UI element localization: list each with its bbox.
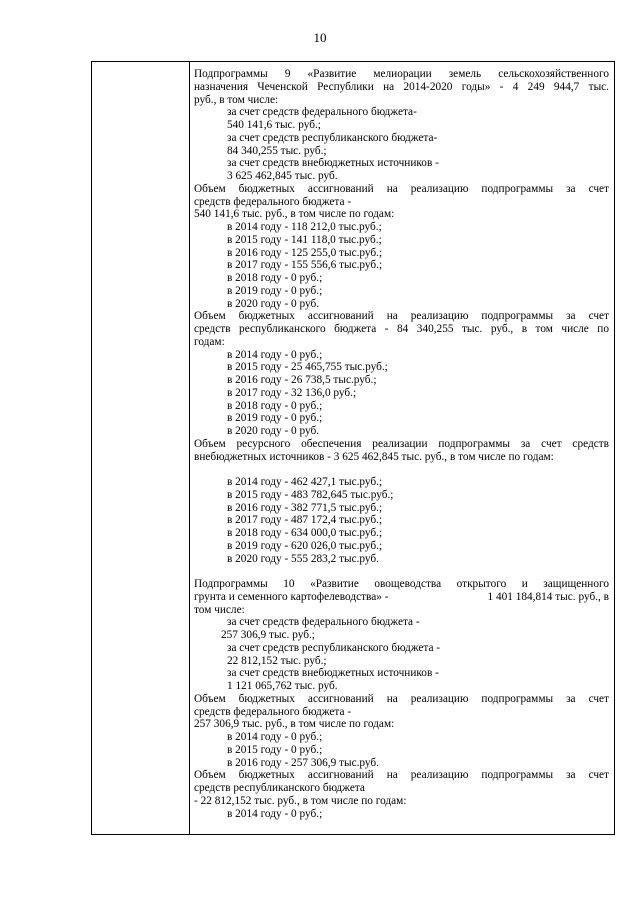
text-line: Объем бюджетных ассигнований на реализацию подпрограммы за счет: [194, 182, 609, 195]
text-line: годам:: [194, 335, 225, 348]
text-line: средств федерального бюджета -: [194, 705, 352, 718]
funding-text-cell: [194, 68, 609, 820]
text-line: в 2014 году - 0 руб.;: [227, 348, 323, 361]
text-line: внебюджетных источников - 3 625 462,845 тыс. руб., в том числе по годам:: [194, 450, 554, 463]
text-line: в 2014 году - 462 427,1 тыс.руб.;: [227, 476, 383, 488]
text-line: 257 306,9 тыс. руб.;: [221, 629, 315, 641]
text-line: руб., в том числе:: [194, 93, 279, 106]
blank-line: [194, 565, 609, 578]
text-line: в 2015 году - 483 782,645 тыс.руб.;: [227, 488, 394, 501]
text-line: за счет средств федерального бюджета -: [227, 616, 420, 629]
text-line: в 2017 году - 487 172,4 тыс.руб.;: [227, 514, 383, 527]
text-line: 540 141,6 тыс. руб.;: [227, 119, 321, 131]
text-line: за счет средств республиканского бюджета -: [227, 641, 441, 654]
text-line: в 2018 году - 0 руб.;: [227, 272, 323, 284]
text-line: в 2015 году - 0 руб.;: [227, 743, 323, 756]
text-line: в 2016 году - 382 771,5 тыс.руб.;: [227, 501, 383, 514]
text-line: в 2014 году - 118 212,0 тыс.руб.;: [227, 221, 382, 233]
text-line: 1 121 065,762 тыс. руб.: [227, 680, 338, 692]
text-line: в 2018 году - 0 руб.;: [227, 399, 323, 412]
text-line: Подпрограммы 9 «Развитие мелиорации земель сельскохозяйственного: [194, 68, 609, 80]
text-line: Подпрограммы 10 «Развитие овощеводства открытого и защищенного: [194, 578, 609, 590]
text-line: Объем бюджетных ассигнований на реализацию подпрограммы за счет: [194, 692, 609, 705]
text-line: за счет средств федерального бюджета-: [227, 106, 417, 119]
text-line: 540 141,6 тыс. руб., в том числе по годам:: [194, 208, 395, 221]
text-line: в 2019 году - 0 руб.;: [227, 412, 323, 425]
program-table: [91, 61, 615, 835]
text-line: в 2020 году - 0 руб.: [227, 425, 320, 437]
text-line-right: 1 401 184,814 тыс. руб., в: [487, 590, 609, 603]
text-line: в 2016 году - 125 255,0 тыс.руб.;: [227, 246, 383, 259]
text-line: - 22 812,152 тыс. руб., в том числе по годам:: [194, 794, 407, 807]
column-divider: [189, 62, 190, 834]
text-line: в 2019 году - 620 026,0 тыс.руб.;: [227, 539, 383, 552]
text-line: том числе:: [194, 603, 245, 616]
text-line: в 2019 году - 0 руб.;: [227, 284, 323, 297]
text-line: в 2015 году - 141 118,0 тыс.руб.;: [227, 233, 382, 246]
text-line: за счет средств внебюджетных источников -: [227, 157, 439, 170]
text-line: в 2015 году - 25 465,755 тыс.руб.;: [227, 361, 388, 374]
text-line: в 2014 году - 0 руб.;: [227, 807, 323, 820]
text-line: в 2016 году - 257 306,9 тыс.руб.: [227, 756, 380, 769]
text-line: в 2020 году - 555 283,2 тыс.руб.: [227, 552, 380, 565]
text-line: средств республиканского бюджета - 84 340,255 тыс. руб., в том числе по: [194, 323, 609, 335]
text-line: Объем бюджетных ассигнований на реализацию подпрограммы за счет: [194, 769, 609, 782]
text-line: средств федерального бюджета -: [194, 195, 352, 208]
text-line: средств республиканского бюджета: [194, 782, 365, 794]
blank-line: [194, 463, 609, 476]
text-line: назначения Чеченской Республики на 2014-2020 годы» - 4 249 944,7 тыс.: [194, 80, 609, 93]
text-line: Объем ресурсного обеспечения реализации подпрограммы за счет средств: [194, 437, 609, 450]
text-line: 22 812,152 тыс. руб.;: [227, 654, 327, 667]
text-line: 84 340,255 тыс. руб.;: [227, 144, 327, 157]
text-line: в 2017 году - 32 136,0 руб.;: [227, 386, 357, 399]
text-line-left: грунта и семенного картофелеводства» -: [194, 590, 389, 603]
text-line: за счет средств внебюджетных источников -: [227, 667, 439, 680]
text-line: в 2020 году - 0 руб.: [227, 297, 320, 310]
text-line: в 2016 году - 26 738,5 тыс.руб.;: [227, 374, 377, 386]
text-line: [194, 591, 609, 604]
text-line: в 2014 году - 0 руб.;: [227, 731, 323, 743]
text-line: в 2018 году - 634 000,0 тыс.руб.;: [227, 527, 383, 539]
text-line: 3 625 462,845 тыс. руб.: [227, 170, 338, 182]
text-line: Объем бюджетных ассигнований на реализацию подпрограммы за счет: [194, 310, 609, 323]
text-line: 257 306,9 тыс. руб., в том числе по годам:: [194, 718, 395, 731]
text-line: в 2017 году - 155 556,6 тыс.руб.;: [227, 259, 383, 272]
page-number: 10: [313, 30, 327, 45]
text-line: за счет средств республиканского бюджета-: [227, 131, 438, 144]
